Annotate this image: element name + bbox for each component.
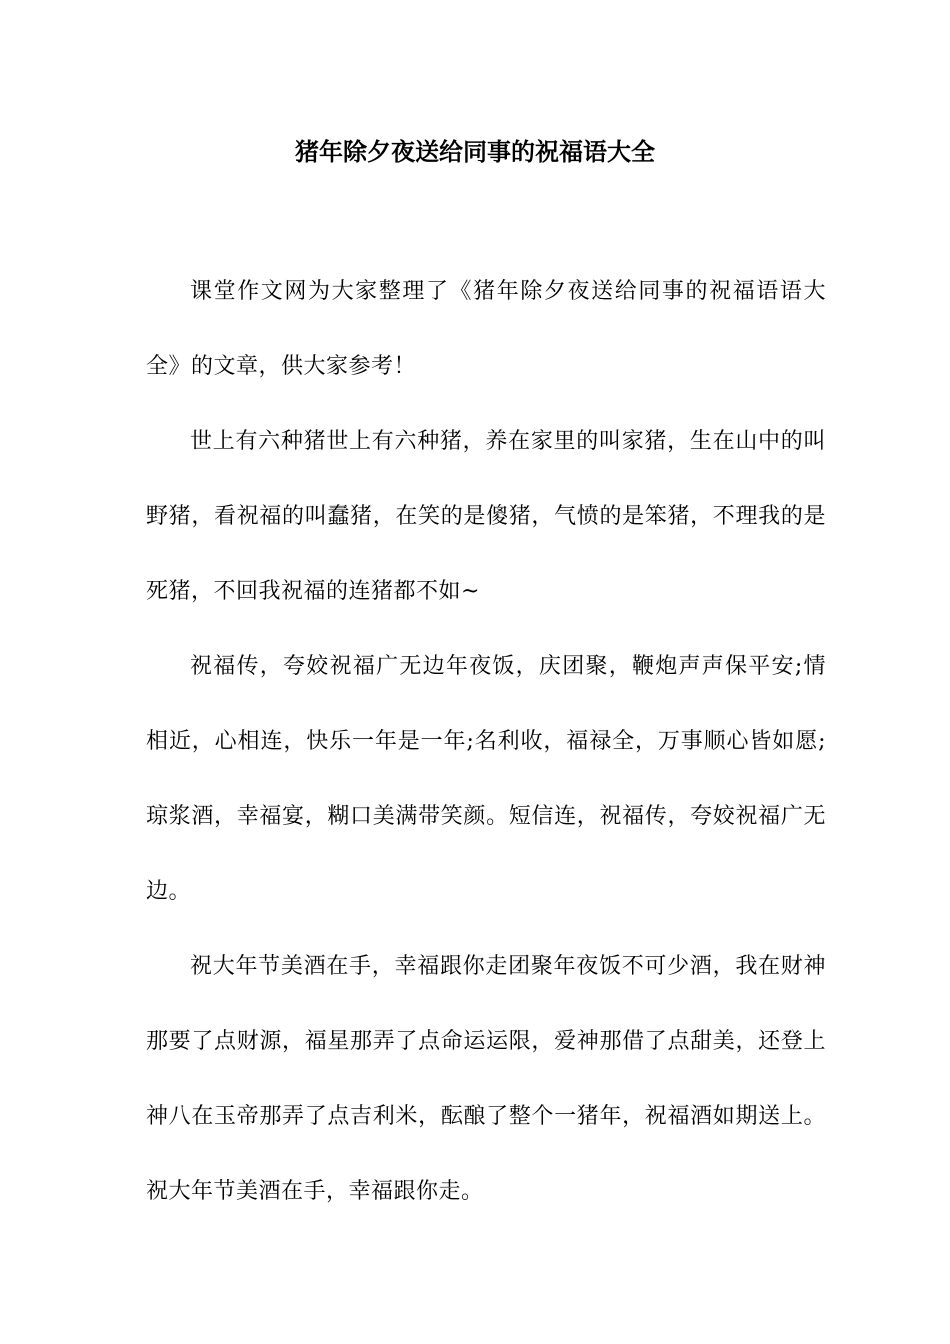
paragraph-six-pigs: 世上有六种猪世上有六种猪，养在家里的叫家猪，生在山中的叫野猪，看祝福的叫蠢猪，在笑的是傻猪，气愤的是笨猪，不理我的是死猪，不回我祝福的连猪都不如~	[146, 429, 826, 604]
document-body	[146, 254, 826, 1229]
document-title: 猪年除夕夜送给同事的祝福语大全	[295, 137, 655, 166]
paragraph-blessing-spread: 祝福传，夸姣祝福广无边年夜饭，庆团聚，鞭炮声声保平安;情相近，心相连，快乐一年是一年;名利收，福禄全，万事顺心皆如愿;琼浆酒，幸福宴，糊口美满带笑颜。短信连，祝福传，夸姣祝福广无边。	[146, 654, 826, 904]
paragraph-new-year-wine: 祝大年节美酒在手，幸福跟你走团聚年夜饭不可少酒，我在财神那要了点财源，福星那弄了点命运运限，爱神那借了点甜美，还登上神八在玉帝那弄了点吉利米，酝酿了整个一猪年，祝福酒如期送上。祝大年节美酒在手，幸福跟你走。	[146, 954, 826, 1204]
paragraph-intro: 课堂作文网为大家整理了《猪年除夕夜送给同事的祝福语语大全》的文章，供大家参考！	[146, 279, 826, 379]
